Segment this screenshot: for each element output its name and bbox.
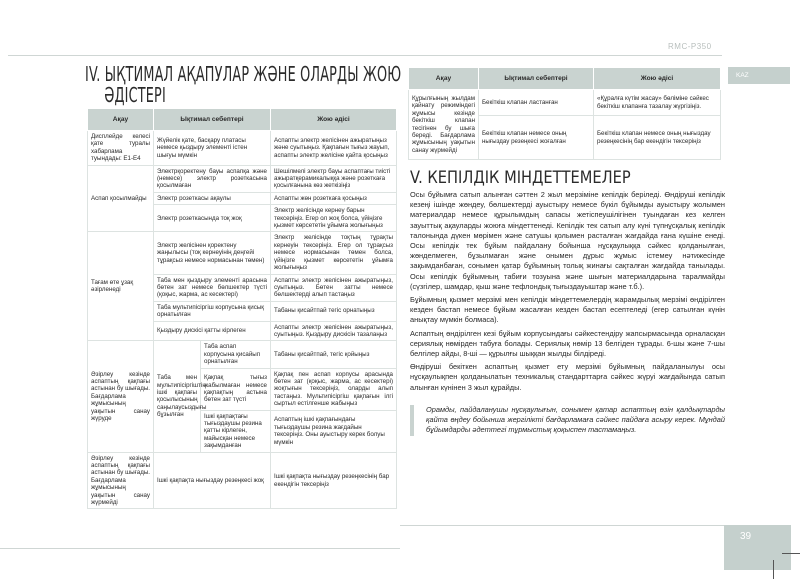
fault-cell: Әзірлеу кезінде аспаптың қақпағы астынан бу шығады. Бағдарлама жұмысының уақытын санау жүрмейді — [88, 452, 154, 509]
cause-cell: Қыздыру дискісі қатты кірлеген — [154, 321, 271, 341]
header-cause: Ықтимал себептері — [479, 68, 594, 90]
table-header-row — [409, 68, 721, 90]
paragraph: Өндіруші бекіткен аспаптың қызмет ету мерзімі бұйымның пайдаланылуы осы нұсқаулықпен қолданылатын техникалық стандарттарға сәйкес жүруі жағдайында сатып алынған күнінен 3 жыл құрайды. — [410, 362, 725, 392]
fix-cell: Табаны қисайтпай тегіс орнатыңыз — [271, 301, 397, 321]
fix-cell: Аспапты жөн розеткаға қосыңыз — [271, 192, 397, 204]
cause-cell: Таба мен мультипісіргіштің ішкі қақпағы қосылысының саңылаусыздығы бұзылған — [154, 341, 201, 452]
cause-cell: Электр розеткасында тоқ жоқ — [154, 205, 271, 232]
subcause-cell: Ішкі қақпақтағы тығыздаушы резина қатты кірлеген, майысқан немесе зақымданған — [201, 410, 271, 452]
fix-cell: Ішкі қақпақта нығыздау резеңкесінің бар екендігін тексеріңіз — [271, 452, 397, 509]
fault-cell: Дисплейде келесі қате туралы хабарлама туындады: E1-E4 — [88, 131, 154, 166]
recycling-note: Орамды, пайдаланушы нұсқаулығын, сонымен қатар аспаптың өзін қалдықтарды қайта өңдеу бойынша жергілікті бағдарламаға сәйкес пайдаға асыру керек. Мұндай бұйымдарды әдеттегі тұрмыстық қоқыспен тастамаңыз. — [410, 405, 725, 436]
crop-mark — [773, 560, 774, 579]
section-4-title — [85, 64, 401, 106]
subcause-cell: Таба аспап корпусына қисайып орнатылған — [201, 341, 271, 368]
fault-cell: Тағам өте ұзақ әзірленеді — [88, 232, 154, 341]
warranty-text — [410, 190, 725, 396]
paragraph: Бұйымның қызмет мерзімі мен кепілдік міндеттемелердің жарамдылық мерзімі өндірілген кезден бастап немесе бұйым жасалған кезден бастап есептеледі (егер сатылған күнін анықтау мүмкін болмаса). — [410, 295, 725, 325]
header-fix: Жою әдісі — [594, 68, 721, 90]
section-5-title: V. КЕПІЛДІК МІНДЕТТЕМЕЛЕР — [410, 168, 631, 188]
paragraph: Осы бұйымға сатып алынған сәттен 2 жыл мерзіміне кепілдік беріледі. Өндіруші кепілдік кезеңі ішінде жөндеу, бөлшектерді ауыстыру немесе бүкіл бұйымды ауыстыру жолымен материалдар немесе құрылымдың сапасы жетіспеушілігінен туындаған кез келген зауыттық ақауларды жоюға міндеттенеді. Кепілдік тек сатып алу күні түпнұсқалық кепілдік талонында дүкен мөрімен және сатушы қолымен расталған жағдайда ғана күшіне енеді. Осы кепілдік тек бұйым пайдалану бойынша нұсқаулыққа сәйкес қолданылған, жөнделмеген, бұзылмаған және онымен дұрыс жұмыс істемеу нәтижесінде зақымданбаған, сонымен қатар бұйымның толық жинағы сақталған жағдайда танылады. Осы кепілдік бұйымның табиғи тозуына және шығын материалдарына таралмайды (сүзгілер, шамдар, қыш және тефлондық тығыздауыштар және т.б.). — [410, 190, 725, 291]
fix-cell: Табаны қисайтпай, тегіс қойыңыз — [271, 341, 397, 368]
header-fix: Жою әдісі — [271, 109, 397, 131]
table-row — [88, 232, 397, 274]
header-cause: Ықтимал себептері — [154, 109, 271, 131]
cause-cell: Бекіткіш клапан немесе оның нығыздау резеңкесі жоғалған — [479, 116, 594, 160]
fix-cell: Аспапты электр желісінен ажыратыңыз, суытыңыз. Бөтен затты немесе бөлшектерді алып тастаңыз — [271, 274, 397, 301]
fix-cell: Қақпақ пен аспап корпусы арасында бөтен зат (қоқыс, жарма, ас кесектері) жоқтығын тексеріңіз, оларды алып тастаңыз. Мультипісіргіш қақпағын ілгі сыртыл естілгенше жабыңыз — [271, 368, 397, 410]
bottom-rule-left — [0, 548, 400, 549]
troubleshooting-table — [87, 108, 397, 509]
fix-cell: Аспапты электр желісінен ажыратыңыз, суытыңыз. Қыздыру дискісін тазалаңыз — [271, 321, 397, 341]
fault-cell: Әзірлеу кезінде аспаптың қақпағы астынан бу шығады. Бағдарлама жұмысының уақытын санау жүруде — [88, 341, 154, 452]
fix-cell: Электр желісінде тоқтың тұрақты кернеуін тексеріңіз. Егер ол тұрақсыз немесе нормасынан төмен болса, үйіңізге қызмет көрсететін ұйымға жолығыңыз — [271, 232, 397, 274]
top-rule-right — [400, 55, 722, 56]
subcause-cell: Қақпақ тығыз жабылмаған немесе қақпақтың астына бөтен зат түсті — [201, 368, 271, 410]
page-number: 39 — [724, 525, 791, 570]
fault-cell: Аспап қосылмайды — [88, 165, 154, 232]
cause-cell: Жүйелік қате, басқару платасы немесе қыздыру элементі істен шығуы мүмкін — [154, 131, 271, 166]
fault-cell: Құрылғының жылдам қайнату режиміндегі жұмысы кезінде бекіткіш клапан тесігінен бу шығa береді. Бағдарлама жұмысының уақытын санау жүрмейді — [409, 90, 479, 160]
table-row — [88, 341, 397, 368]
troubleshooting-table-continued — [408, 67, 721, 160]
cause-cell: Ішкі қақпақта нығыздау резеңкесі жоқ — [154, 452, 271, 509]
paragraph: Аспаптың өндірілген кезі бұйым корпусындағы сәйкестендіру жапсырмасында орналасқан сериялық нөмірден табуға болады. Сериялық нөмір 13 белгіден тұрады. 6-шы және 7-шы белгілер айды, 8-ші — құрылғы шыққан жылды білдіреді. — [410, 328, 725, 359]
table-header-row — [88, 109, 397, 131]
header-fault: Ақау — [88, 109, 154, 131]
fix-cell: Аспапты электр желісінен ажыратыңыз және суытыңыз. Қақпағын тығыз жауып, аспапты электр желісіне қайта қосыңыз — [271, 131, 397, 166]
fix-cell: Электр желісінде кернеу барын тексеріңіз. Егер ол жоқ болса, үйіңізге қызмет көрсететін ұйымға жолығыңыз — [271, 205, 397, 232]
top-rule-left — [8, 55, 400, 56]
table-row — [88, 131, 397, 166]
cause-cell: Электрқоректену бауы аспапқа және (немесе) электр розеткасына қосылмаған — [154, 165, 271, 192]
header-fault: Ақау — [409, 68, 479, 90]
table-row — [409, 90, 721, 116]
section-4-title-line-1: IV. ЫҚТИМАЛ АҚАПУЛАР ЖӘНЕ ОЛАРДЫ ЖОЮ — [85, 62, 402, 86]
model-label: RMC-P350 — [668, 42, 712, 51]
bottom-rule-right — [400, 525, 724, 526]
section-4-title-line-2: ӘДІСТЕРІ — [104, 83, 166, 107]
fix-cell: Шешілмелі электр бауы аспаптағы тиісті ажыратқерамикалыққа және розеткаға қосылғанына көз жеткізіңіз — [271, 165, 397, 192]
language-tab: KAZ — [728, 67, 790, 84]
cause-cell: Электр желісінен қоректену жаңылысы (тоқ кернеуінің деңгейі тұрақсыз немесе нормасынан төмен) — [154, 232, 271, 274]
fix-cell: Бекіткіш клапан немесе оның нығыздау резеңкесінің бар екендігін тексеріңіз — [594, 116, 721, 160]
table-row — [88, 452, 397, 509]
crop-mark — [782, 553, 800, 554]
table-row — [88, 165, 397, 192]
cause-cell: Таба мультипісіргіш корпусына қисық орнатылған — [154, 301, 271, 321]
fix-cell: «Құралға күтім жасау» бөліміне сәйкес бекіткіш клапанға тазалау жүргізіңіз. — [594, 90, 721, 116]
cause-cell: Электр розеткасы ақаулы — [154, 192, 271, 204]
cause-cell: Бекіткіш клапан ластанған — [479, 90, 594, 116]
fix-cell: Аспаптың ішкі қақпағындағы тығыздаушы резина жағдайын тексеріңіз. Оны ауыстыру керек болуы мүмкін — [271, 410, 397, 452]
cause-cell: Таба мен қыздыру элементі арасына бөтен зат немесе бөлшектер түсті (қоқыс, жарма, ас кесектері) — [154, 274, 271, 301]
